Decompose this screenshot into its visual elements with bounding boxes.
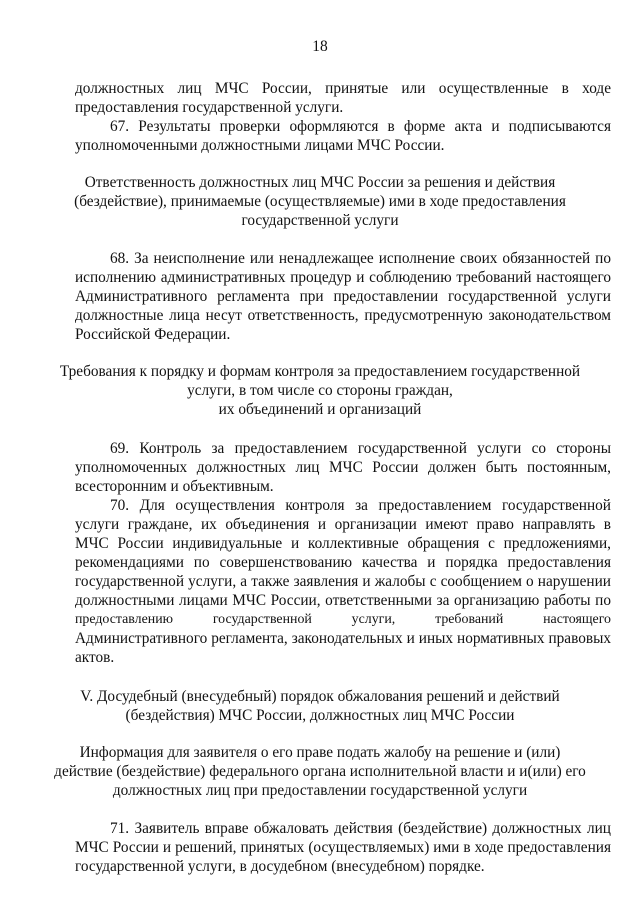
text-line: уполномоченных должностных лиц МЧС России должен быть постоянным, bbox=[75, 459, 611, 476]
text-line: должностных лиц МЧС России, принятые или осуществленные в ходе bbox=[75, 80, 611, 97]
section-heading: (бездействие), принимаемые (осуществляемые) ими в ходе предоставления bbox=[74, 193, 566, 210]
section-heading: Требования к порядку и формам контроля за предоставлением государственной bbox=[59, 363, 581, 380]
section-heading: действие (бездействие) федерального органа исполнительной власти и и(или) его bbox=[54, 763, 586, 780]
page-number: 18 bbox=[312, 38, 328, 55]
text-line: предоставления государственной услуги. bbox=[75, 99, 344, 116]
paragraph-68: 68. За неисполнение или ненадлежащее исполнение своих обязанностей по bbox=[110, 250, 611, 267]
text-line: уполномоченными должностными лицами МЧС России. bbox=[75, 137, 445, 154]
text-line: исполнению административных процедур и соблюдению требований настоящего bbox=[75, 269, 611, 286]
section-heading: услуги, в том числе со стороны граждан, bbox=[187, 382, 453, 399]
paragraph-71: 71. Заявитель вправе обжаловать действия (бездействие) должностных лиц bbox=[110, 820, 611, 837]
text-line: государственной услуги, а также заявления и жалобы с сообщением о нарушении bbox=[75, 573, 611, 590]
section-heading: Ответственность должностных лиц МЧС России за решения и действия bbox=[84, 174, 556, 191]
text-line: должностными лицами МЧС России, ответственными за организацию работы по bbox=[75, 592, 611, 609]
text-line: МЧС России индивидуальные и коллективные обращения с предложениями, bbox=[75, 535, 611, 552]
section-heading: Информация для заявителя о его праве подать жалобу на решение и (или) bbox=[79, 744, 561, 761]
section-heading: должностных лиц при предоставлении государственной услуги bbox=[112, 782, 528, 799]
text-line: должностные лица несут ответственность, предусмотренную законодательством bbox=[75, 307, 611, 324]
text-line: актов. bbox=[75, 649, 115, 666]
text-line: всесторонним и объективным. bbox=[75, 478, 274, 495]
text-line: услуги граждане, их объединения и организации имеют право направлять в bbox=[75, 516, 611, 533]
paragraph-67: 67. Результаты проверки оформляются в форме акта и подписываются bbox=[110, 118, 611, 135]
chapter-heading: V. Досудебный (внесудебный) порядок обжалования решений и действий bbox=[80, 688, 560, 705]
chapter-heading: (бездействия) МЧС России, должностных лиц МЧС России bbox=[125, 707, 515, 724]
text-line: рекомендациями по совершенствованию качества и порядка предоставления bbox=[75, 554, 611, 571]
text-line: Административного регламента, законодательных и иных нормативных правовых bbox=[75, 630, 611, 647]
text-line: предоставлению государственной услуги, требований настоящего bbox=[75, 612, 611, 627]
text-line: государственной услуги, в досудебном (внесудебном) порядке. bbox=[75, 858, 485, 875]
text-line: МЧС России и решений, принятых (осуществляемых) ими в ходе предоставления bbox=[75, 839, 611, 856]
paragraph-69: 69. Контроль за предоставлением государственной услуги со стороны bbox=[110, 440, 611, 457]
text-line: Российской Федерации. bbox=[75, 326, 231, 343]
section-heading: государственной услуги bbox=[241, 212, 399, 229]
paragraph-70: 70. Для осуществления контроля за предоставлением государственной bbox=[110, 497, 611, 514]
text-line: Административного регламента при предоставлении государственной услуги bbox=[75, 288, 611, 305]
section-heading: их объединений и организаций bbox=[218, 401, 422, 418]
